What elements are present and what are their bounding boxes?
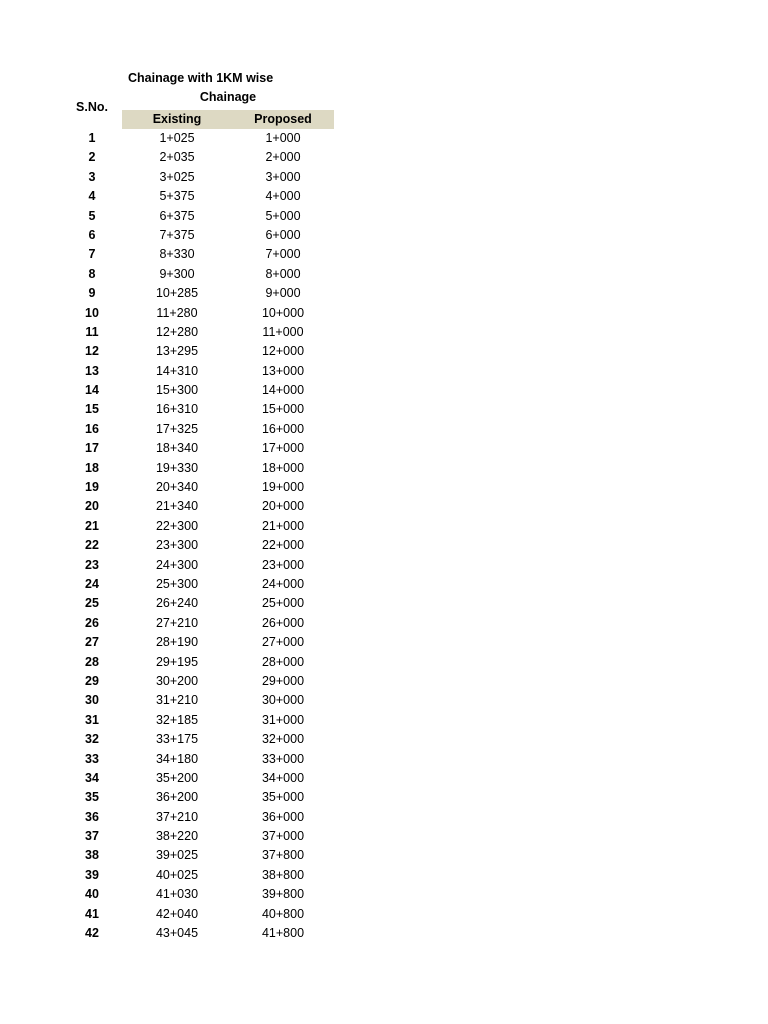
table-row (62, 711, 334, 730)
proposed-chainage-cell: 38+800 (261, 867, 305, 882)
table-row (62, 594, 334, 613)
proposed-chainage-cell: 20+000 (261, 499, 305, 514)
table-row (62, 439, 334, 458)
sno-cell: 25 (85, 596, 99, 611)
table-row (62, 575, 334, 594)
existing-chainage-cell: 27+210 (155, 615, 199, 630)
sno-cell: 16 (85, 421, 99, 436)
existing-chainage-cell: 9+300 (159, 266, 195, 281)
proposed-chainage-cell: 29+000 (261, 673, 305, 688)
existing-chainage-cell: 29+195 (155, 654, 199, 669)
existing-chainage-cell: 32+185 (155, 712, 199, 727)
existing-chainage-cell: 16+310 (155, 402, 199, 417)
existing-chainage-cell: 23+300 (155, 538, 199, 553)
existing-chainage-cell: 43+045 (155, 926, 199, 941)
existing-chainage-cell: 17+325 (155, 421, 199, 436)
proposed-chainage-cell: 6+000 (265, 227, 301, 242)
proposed-chainage-cell: 35+000 (261, 790, 305, 805)
table-row (62, 846, 334, 865)
proposed-chainage-cell: 3+000 (265, 169, 301, 184)
table-row (62, 885, 334, 904)
proposed-chainage-cell: 8+000 (265, 266, 301, 281)
table-row (62, 536, 334, 555)
proposed-chainage-cell: 37+000 (261, 829, 305, 844)
sno-cell: 8 (88, 266, 96, 281)
sno-cell: 4 (88, 189, 96, 204)
proposed-chainage-cell: 12+000 (261, 344, 305, 359)
table-row (62, 517, 334, 536)
sno-cell: 37 (85, 829, 99, 844)
sno-cell: 1 (88, 131, 96, 145)
proposed-chainage-cell: 10+000 (261, 305, 305, 320)
chainage-table-body (62, 129, 334, 943)
table-row (62, 633, 334, 652)
table-row (62, 148, 334, 167)
proposed-chainage-cell: 28+000 (261, 654, 305, 669)
existing-chainage-cell: 6+375 (159, 208, 195, 223)
proposed-chainage-cell: 32+000 (261, 732, 305, 747)
sno-cell: 23 (85, 557, 99, 572)
sno-column-header: S.No. (76, 100, 108, 114)
sno-cell: 12 (85, 344, 99, 359)
sno-cell: 5 (88, 208, 96, 223)
sno-cell: 15 (85, 402, 99, 417)
sno-cell: 29 (85, 673, 99, 688)
existing-chainage-cell: 7+375 (159, 227, 195, 242)
table-row (62, 866, 334, 885)
proposed-chainage-cell: 39+800 (261, 887, 305, 902)
existing-chainage-cell: 41+030 (155, 887, 199, 902)
table-row (62, 788, 334, 807)
proposed-chainage-cell: 11+000 (262, 324, 304, 339)
table-row (62, 905, 334, 924)
table-row (62, 459, 334, 478)
table-row (62, 750, 334, 769)
sno-cell: 7 (88, 247, 96, 262)
sno-cell: 32 (85, 732, 99, 747)
proposed-chainage-cell: 9+000 (265, 286, 301, 301)
table-row (62, 769, 334, 788)
existing-chainage-cell: 40+025 (155, 867, 199, 882)
existing-chainage-cell: 2+035 (159, 150, 195, 165)
table-row (62, 323, 334, 342)
sno-cell: 2 (88, 150, 96, 165)
existing-column-header: Existing (122, 110, 232, 129)
sno-cell: 39 (85, 867, 99, 882)
table-row (62, 207, 334, 226)
table-row (62, 304, 334, 323)
existing-chainage-cell: 19+330 (155, 460, 199, 475)
existing-chainage-cell: 28+190 (155, 635, 199, 650)
sno-cell: 28 (85, 654, 99, 669)
sno-cell: 21 (85, 518, 99, 533)
sno-cell: 22 (85, 538, 99, 553)
table-row (62, 924, 334, 943)
sno-cell: 30 (85, 693, 99, 708)
proposed-chainage-cell: 18+000 (261, 460, 305, 475)
table-row (62, 691, 334, 710)
sno-cell: 24 (85, 576, 99, 591)
proposed-chainage-cell: 25+000 (261, 596, 305, 611)
sno-cell: 27 (85, 635, 99, 650)
sno-cell: 3 (88, 169, 96, 184)
sno-cell: 10 (85, 305, 99, 320)
existing-chainage-cell: 42+040 (155, 906, 199, 921)
proposed-chainage-cell: 26+000 (261, 615, 305, 630)
table-row (62, 478, 334, 497)
existing-chainage-cell: 31+210 (155, 693, 199, 708)
sno-cell: 6 (88, 227, 96, 242)
table-row (62, 672, 334, 691)
proposed-column-header: Proposed (232, 110, 334, 129)
proposed-chainage-cell: 37+800 (261, 848, 305, 863)
proposed-chainage-cell: 27+000 (261, 635, 305, 650)
table-row (62, 381, 334, 400)
existing-chainage-cell: 38+220 (155, 829, 199, 844)
existing-chainage-cell: 3+025 (159, 169, 195, 184)
sno-cell: 17 (85, 441, 99, 456)
sno-cell: 35 (85, 790, 99, 805)
proposed-chainage-cell: 7+000 (265, 247, 301, 262)
sno-cell: 9 (88, 286, 96, 301)
proposed-chainage-cell: 14+000 (261, 383, 305, 398)
sno-cell: 42 (85, 926, 99, 941)
table-caption: Chainage with 1KM wise (128, 71, 274, 85)
table-row (62, 187, 334, 206)
existing-chainage-cell: 30+200 (155, 673, 199, 688)
table-row (62, 284, 334, 303)
table-row (62, 730, 334, 749)
proposed-chainage-cell: 40+800 (261, 906, 305, 921)
table-row (62, 245, 334, 264)
chainage-group-header: Chainage (199, 90, 257, 104)
existing-chainage-cell: 1+025 (159, 131, 195, 145)
existing-chainage-cell: 21+340 (155, 499, 199, 514)
existing-chainage-cell: 11+280 (156, 305, 198, 320)
sno-cell: 31 (85, 712, 99, 727)
sno-cell: 40 (85, 887, 99, 902)
existing-chainage-cell: 12+280 (155, 324, 199, 339)
existing-chainage-cell: 26+240 (155, 596, 199, 611)
proposed-chainage-cell: 41+800 (261, 926, 305, 941)
table-row (62, 614, 334, 633)
table-row (62, 420, 334, 439)
proposed-chainage-cell: 24+000 (261, 576, 305, 591)
existing-chainage-cell: 10+285 (155, 286, 199, 301)
existing-chainage-cell: 22+300 (155, 518, 199, 533)
table-row (62, 400, 334, 419)
table-row (62, 653, 334, 672)
sno-cell: 34 (85, 770, 99, 785)
existing-chainage-cell: 36+200 (155, 790, 199, 805)
sno-cell: 38 (85, 848, 99, 863)
sno-cell: 33 (85, 751, 99, 766)
existing-chainage-cell: 33+175 (155, 732, 199, 747)
proposed-chainage-cell: 5+000 (265, 208, 301, 223)
table-row (62, 265, 334, 284)
existing-chainage-cell: 34+180 (155, 751, 199, 766)
existing-chainage-cell: 13+295 (155, 344, 199, 359)
table-row (62, 168, 334, 187)
sno-cell: 13 (85, 363, 99, 378)
proposed-chainage-cell: 2+000 (265, 150, 301, 165)
table-row (62, 362, 334, 381)
existing-chainage-cell: 14+310 (155, 363, 199, 378)
existing-chainage-cell: 18+340 (155, 441, 199, 456)
proposed-chainage-cell: 17+000 (261, 441, 305, 456)
proposed-chainage-cell: 36+000 (261, 809, 305, 824)
table-row (62, 129, 334, 148)
table-row (62, 556, 334, 575)
proposed-chainage-cell: 30+000 (261, 693, 305, 708)
table-row (62, 827, 334, 846)
existing-chainage-cell: 25+300 (155, 576, 199, 591)
proposed-chainage-cell: 31+000 (261, 712, 305, 727)
existing-chainage-cell: 15+300 (155, 383, 199, 398)
sno-cell: 20 (85, 499, 99, 514)
table-row (62, 342, 334, 361)
proposed-chainage-cell: 22+000 (261, 538, 305, 553)
sno-cell: 14 (85, 383, 99, 398)
proposed-chainage-cell: 33+000 (261, 751, 305, 766)
proposed-chainage-cell: 1+000 (265, 131, 301, 145)
sno-cell: 18 (85, 460, 99, 475)
proposed-chainage-cell: 16+000 (261, 421, 305, 436)
existing-chainage-cell: 37+210 (155, 809, 199, 824)
existing-chainage-cell: 39+025 (155, 848, 199, 863)
existing-chainage-cell: 20+340 (155, 480, 199, 495)
sno-cell: 11 (85, 324, 99, 339)
sno-cell: 19 (85, 480, 99, 495)
table-row (62, 226, 334, 245)
sno-cell: 26 (85, 615, 99, 630)
existing-chainage-cell: 8+330 (159, 247, 195, 262)
table-row (62, 497, 334, 516)
sno-cell: 41 (85, 906, 99, 921)
table-row (62, 808, 334, 827)
proposed-chainage-cell: 15+000 (261, 402, 305, 417)
proposed-chainage-cell: 21+000 (261, 518, 305, 533)
existing-chainage-cell: 24+300 (155, 557, 199, 572)
proposed-chainage-cell: 19+000 (261, 480, 305, 495)
sno-cell: 36 (85, 809, 99, 824)
proposed-chainage-cell: 13+000 (261, 363, 305, 378)
proposed-chainage-cell: 4+000 (265, 189, 301, 204)
existing-chainage-cell: 5+375 (159, 189, 195, 204)
proposed-chainage-cell: 23+000 (261, 557, 305, 572)
existing-chainage-cell: 35+200 (155, 770, 199, 785)
proposed-chainage-cell: 34+000 (261, 770, 305, 785)
